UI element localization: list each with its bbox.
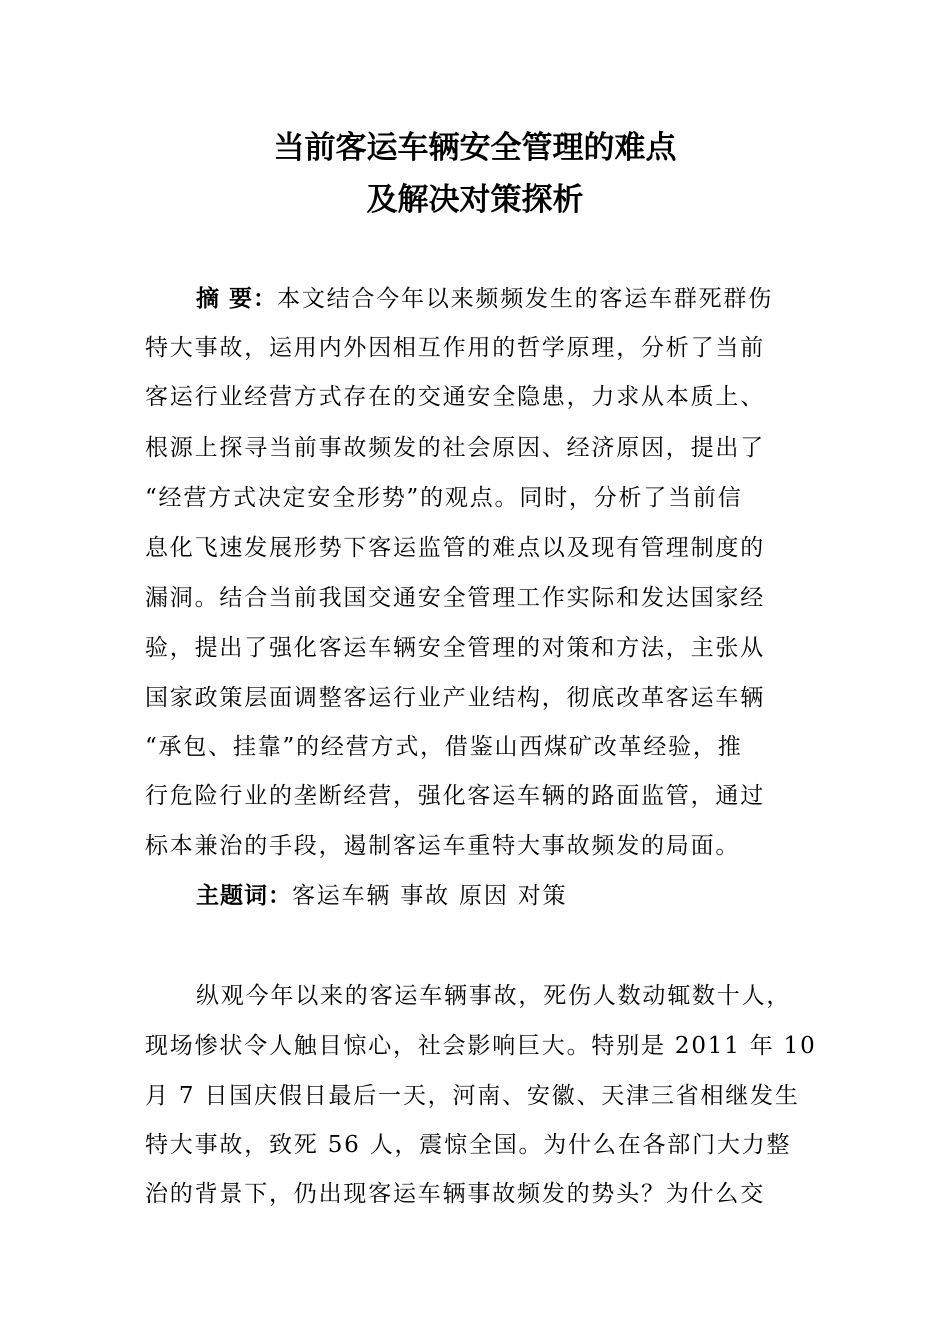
abstract-line: 息化飞速发展形势下客运监管的难点以及现有管理制度的 [145,535,765,561]
body-line: 月 7 日国庆假日最后一天，河南、安徽、天津三省相继发生 [145,1083,800,1109]
keywords-label: 主题词： [196,883,292,909]
body-line: 治的背景下，仍出现客运车辆事故频发的势头？为什么交 [145,1181,765,1207]
body-line: 特大事故，致死 56 人，震惊全国。为什么在各部门大力整 [145,1132,792,1158]
abstract-line: 根源上探寻当前事故频发的社会原因、经济原因，提出了 [145,435,765,461]
abstract-text: 本文结合今年以来频频发生的客运车群死群伤 [277,286,774,312]
keywords-text: 客运车辆 事故 原因 对策 [292,883,568,909]
abstract-line: “承包、挂靠”的经营方式，借鉴山西煤矿改革经验，推 [145,734,743,760]
body-line: 纵观今年以来的客运车辆事故，死伤人数动辄数十人， [196,983,792,1009]
abstract-line: 漏洞。结合当前我国交通安全管理工作实际和发达国家经 [145,585,765,611]
abstract-line-1 [196,282,807,316]
abstract-line: 国家政策层面调整客运行业产业结构，彻底改革客运车辆 [145,685,765,711]
keywords-line [196,879,807,913]
abstract-label: 摘 要： [196,286,278,312]
document-title-line-1: 当前客运车辆安全管理的难点 [273,130,677,166]
document-title-line-2: 及解决对策探析 [366,182,584,218]
abstract-line: 特大事故，运用内外因相互作用的哲学原理，分析了当前 [145,335,765,361]
abstract-line: 验，提出了强化客运车辆安全管理的对策和方法，主张从 [145,635,765,661]
abstract-line: 客运行业经营方式存在的交通安全隐患，力求从本质上、 [145,384,765,410]
body-line: 现场惨状令人触目惊心，社会影响巨大。特别是 2011 年 10 [145,1033,817,1059]
abstract-line: 标本兼治的手段，遏制客运车重特大事故频发的局面。 [145,833,741,859]
abstract-line: “经营方式决定安全形势”的观点。同时，分析了当前信 [145,485,743,511]
abstract-line: 行危险行业的垄断经营，强化客运车辆的路面监管，通过 [145,783,765,809]
